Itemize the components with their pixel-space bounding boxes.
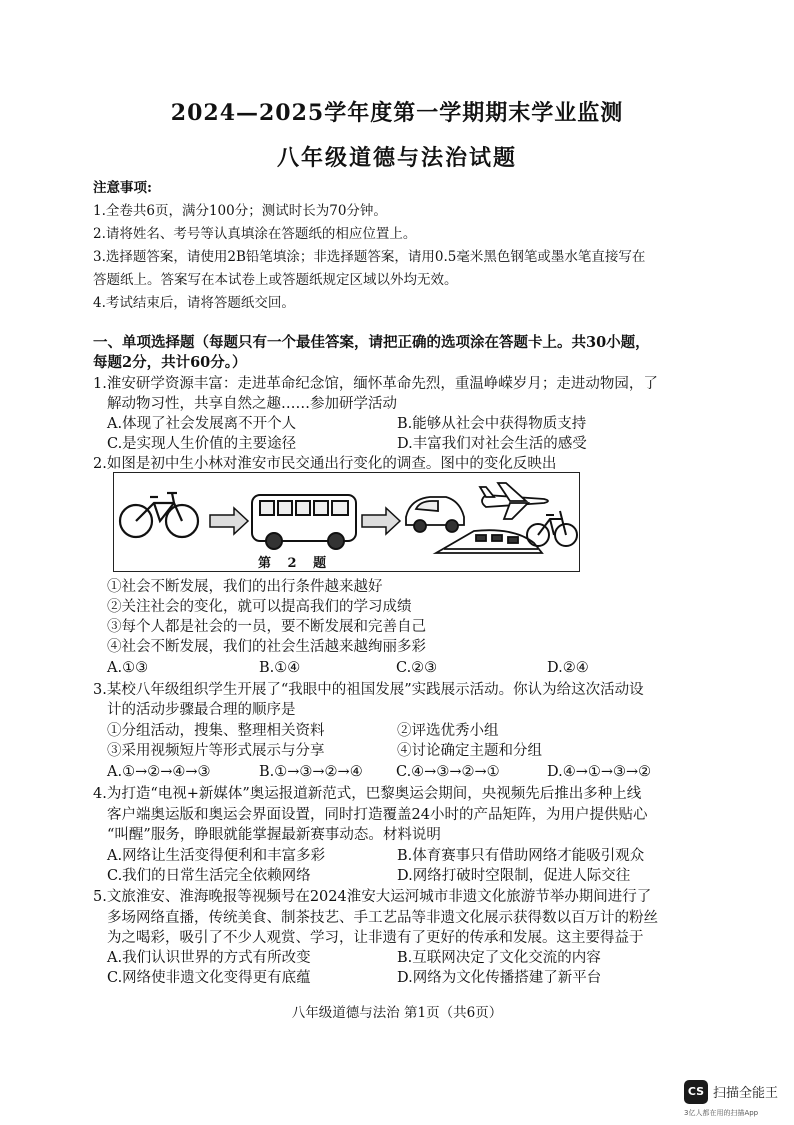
q2-option-c: C.②③ (396, 660, 438, 676)
q3-step: ③采用视频短片等形式展示与分享 (107, 743, 325, 759)
exam-title: 2024—2025学年度第一学期期末学业监测 (170, 100, 624, 126)
q3-option-b: B.①→③→②→④ (259, 764, 363, 780)
section-heading-cont: 每题2分，共计60分。） (93, 354, 247, 371)
q5-option-b: B.互联网决定了文化交流的内容 (397, 950, 601, 966)
q2-stem: 2.如图是初中生小林对淮安市民交通出行变化的调查。图中的变化反映出 (93, 456, 557, 472)
notice-item: 2.请将姓名、考号等认真填涂在答题纸的相应位置上。 (93, 226, 417, 242)
q2-option-d: D.②④ (547, 660, 589, 676)
q2-statement: ③每个人都是社会的一员，要不断发展和完善自己 (107, 619, 426, 635)
notice-item: 3.选择题答案，请使用2B铅笔填涂；非选择题答案，请用0.5毫米黑色钢笔或墨水笔直接写在 (93, 249, 646, 265)
notice-heading: 注意事项: (93, 180, 152, 196)
q4-stem: 4.为打造“电视+新媒体”奥运报道新范式，巴黎奥运会期间，央视频先后推出多种上线 (93, 786, 642, 802)
q3-option-c: C.④→③→②→① (396, 764, 500, 780)
arrow-right-icon (362, 508, 400, 534)
q2-statement: ④社会不断发展，我们的社会生活越来越绚丽多彩 (107, 639, 426, 655)
shared-bicycle-icon (527, 511, 577, 546)
q5-stem-cont: 多场网络直播，传统美食、制茶技艺、手工艺品等非遗文化展示获得数以百万计的粉丝 (107, 910, 658, 926)
q2-option-a: A.①③ (107, 660, 149, 676)
q2-statement: ②关注社会的变化，就可以提高我们的学习成绩 (107, 599, 412, 615)
exam-subtitle: 八年级道德与法治试题 (276, 145, 517, 171)
page-footer: 八年级道德与法治 第1页（共6页） (291, 1005, 503, 1021)
scanner-watermark (684, 1080, 794, 1120)
q4-option-b: B.体育赛事只有借助网络才能吸引观众 (397, 848, 645, 864)
q4-stem-cont: “叫醒”服务，睁眼就能掌握最新赛事动态。材料说明 (107, 827, 441, 843)
notice-item: 答题纸上。答案写在本试卷上或答题纸规定区域以外均无效。 (93, 272, 458, 288)
q3-option-d: D.④→①→③→② (547, 764, 652, 780)
q3-stem-cont: 计的活动步骤最合理的顺序是 (107, 702, 296, 718)
notice-item: 1.全卷共6页，满分100分；测试时长为70分钟。 (93, 203, 387, 219)
q1-option-c: C.是实现人生价值的主要途径 (107, 436, 297, 452)
scanner-app-name: 扫描全能王 (713, 1086, 779, 1101)
q3-option-a: A.①→②→④→③ (107, 764, 211, 780)
transport-illustration (114, 473, 579, 571)
q5-option-c: C.网络使非遗文化变得更有底蕴 (107, 970, 311, 986)
scanner-logo-icon: CS (684, 1080, 708, 1104)
q4-option-d: D.网络打破时空限制，促进人际交往 (397, 868, 631, 884)
q3-step: ②评选优秀小组 (397, 723, 499, 739)
figure-caption: 第 2 题 (258, 556, 333, 571)
q1-stem: 1.淮安研学资源丰富：走进革命纪念馆，缅怀革命先烈，重温峥嵘岁月；走进动物园，了 (93, 376, 658, 392)
q5-stem-cont: 为之喝彩，吸引了不少人观赏、学习，让非遗有了更好的传承和发展。这主要得益于 (107, 930, 644, 946)
arrow-right-icon (210, 508, 248, 534)
q1-stem-cont: 解动物习性，共享自然之趣……参加研学活动 (107, 396, 397, 412)
q4-option-a: A.网络让生活变得便利和丰富多彩 (107, 848, 326, 864)
car-icon (406, 497, 464, 532)
q1-option-b: B.能够从社会中获得物质支持 (397, 416, 587, 432)
q1-option-a: A.体现了社会发展离不开个人 (107, 416, 297, 432)
q4-stem-cont: 客户端奥运版和奥运会界面设置，同时打造覆盖24小时的产品矩阵，为用户提供贴心 (107, 807, 648, 823)
q2-statement: ①社会不断发展，我们的出行条件越来越好 (107, 579, 383, 595)
q5-option-a: A.我们认识世界的方式有所改变 (107, 950, 311, 966)
q2-transport-figure (113, 472, 580, 572)
q4-option-c: C.我们的日常生活完全依赖网络 (107, 868, 311, 884)
q3-step: ①分组活动，搜集、整理相关资料 (107, 723, 325, 739)
q5-stem: 5.文旅淮安、淮海晚报等视频号在2024淮安大运河城市非遗文化旅游节举办期间进行了 (93, 889, 652, 905)
bicycle-icon (120, 493, 198, 537)
q2-option-b: B.①④ (259, 660, 301, 676)
q3-step: ④讨论确定主题和分组 (397, 743, 542, 759)
airplane-icon (480, 483, 548, 519)
section-heading: 一、单项选择题（每题只有一个最佳答案，请把正确的选项涂在答题卡上。共30小题， (93, 334, 650, 351)
q1-option-d: D.丰富我们对社会生活的感受 (397, 436, 587, 452)
q5-option-d: D.网络为文化传播搭建了新平台 (397, 970, 602, 986)
notice-item: 4.考试结束后，请将答题纸交回。 (93, 295, 295, 311)
bus-icon (252, 495, 356, 549)
q3-stem: 3.某校八年级组织学生开展了“我眼中的祖国发展”实践展示活动。你认为给这次活动设 (93, 682, 644, 698)
scanner-tagline: 3亿人都在用的扫描App (684, 1109, 759, 1117)
